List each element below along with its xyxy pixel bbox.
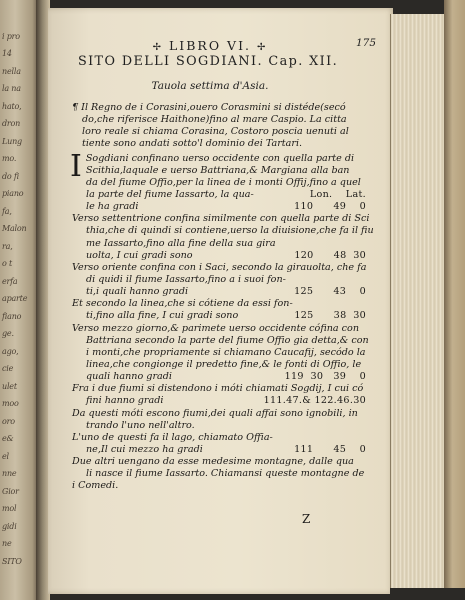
line-text: fini hanno gradi (86, 395, 164, 407)
text-line (72, 286, 368, 298)
signature-mark: Z (302, 512, 311, 526)
previous-page-text-fragment: o t (2, 259, 12, 268)
text-line (72, 456, 368, 468)
running-header (60, 38, 360, 53)
book-cover-edge (444, 0, 465, 600)
line-text: di quidi il fiume Iassarto,fino a i suoi fon- (86, 273, 286, 285)
line-text: me Iassarto,fino alla fine della sua gira (86, 237, 276, 249)
previous-page-text-fragment: fiano (2, 311, 22, 321)
line-text: da del fiume Offio,per la linea de i monti Offij,fino a quel (86, 176, 361, 188)
body-text (70, 102, 374, 493)
previous-page-text-fragment: Lung (2, 136, 22, 146)
previous-page-text-fragment: nne (2, 469, 17, 478)
paragraph-sogdiani (70, 148, 374, 493)
previous-page-text-fragment: mo. (2, 154, 17, 163)
coordinate-values: Lon. Lat. (309, 188, 366, 200)
text-line (72, 153, 368, 165)
line-text: thia,che di quindi si contiene,uerso la diuisione,che fa il fiu (86, 225, 374, 237)
text-line (72, 359, 368, 371)
line-text: trando l'uno nell'altro. (86, 419, 195, 431)
text-line (72, 274, 368, 286)
line-text: Battriana secondo la parte del fiume Offio gia detta,& con (86, 334, 369, 346)
text-line (72, 444, 368, 456)
text-line (72, 189, 368, 201)
background (390, 588, 465, 600)
previous-page-text-fragment: fa, (2, 206, 12, 216)
page-edges (390, 14, 449, 589)
previous-page-text-fragment: ge. (2, 329, 14, 338)
text-line (72, 480, 368, 492)
text-line (72, 225, 374, 237)
text-line (72, 262, 368, 274)
previous-page-text-fragment: SITO (2, 556, 22, 566)
previous-page-text-fragment: ago, (2, 346, 19, 356)
text-line: loro reale si chiama Corasina, Costoro poscia uenuti al (82, 126, 349, 138)
coordinate-values: 125 38 30 (294, 310, 366, 322)
previous-page-text-fragment: 14 (2, 49, 12, 58)
previous-page-text-fragment: do fi (2, 171, 20, 181)
line-text: le ha gradi (86, 201, 139, 213)
text-line: ¶ Il Regno de i Corasini,ouero Corasmini si distéde(secó (72, 102, 346, 113)
previous-page-text-fragment: cie (2, 364, 14, 373)
ornament-left-icon: ✢ (152, 42, 164, 53)
text-line (72, 165, 368, 177)
text-line (72, 323, 368, 335)
text-line (72, 408, 368, 420)
previous-page-text-fragment: Gior (2, 486, 19, 496)
previous-page-text-fragment: la na (2, 84, 21, 93)
previous-page-text-fragment: nella (2, 66, 21, 76)
text-line (72, 310, 368, 322)
text-line (72, 420, 368, 432)
text-line (72, 213, 368, 225)
previous-page-text-fragment: e& (2, 434, 14, 443)
text-line (72, 238, 368, 250)
line-text: Fra i due fiumi si distendono i móti chiamati Sogdij, I cui có (72, 383, 364, 395)
coordinate-values: 120 48 30 (294, 249, 366, 261)
line-text: Da questi móti escono fiumi,dei quali affai sono ignobili, in (72, 407, 358, 419)
line-text: Verso oriente confina con i Saci, secondo la girauolta, che fa (72, 261, 367, 273)
text-line: tiente sono andati sotto'l dominio dei Tartari. (82, 138, 303, 150)
text-line (72, 335, 368, 347)
drop-cap: I (70, 148, 82, 184)
coordinate-values: 111.47.& 122.46.30 (263, 395, 366, 407)
line-text: i Comedi. (72, 480, 119, 492)
line-text: ne,Il cui mezzo ha gradi (86, 443, 203, 455)
line-text: L'uno de questi fa il lago, chiamato Offia- (72, 431, 273, 443)
line-text: Scithia,laquale e uerso Battriana,& Margiana alla ban (86, 164, 350, 176)
text-line: do,che riferisce Haithone)fino al mare Caspio. La citta (82, 114, 347, 126)
previous-page-text-fragment: dron (2, 119, 21, 128)
line-text: Verso mezzo giorno,& parimete uerso occidente cófina con (72, 322, 359, 334)
previous-page-text-fragment: mol (2, 504, 17, 513)
text-line (72, 347, 368, 359)
previous-page-text-fragment: i pro (2, 31, 20, 41)
previous-page-text-fragment: ulet (2, 381, 17, 391)
coordinate-values: 110 49 0 (294, 201, 366, 213)
line-text: Due altri uengano da esse medesime montagne, dalle qua (72, 456, 354, 468)
line-text: i monti,che propriamente si chiamano Caucafij, secódo la (86, 346, 366, 358)
line-text: ti,i quali hanno gradi (86, 286, 189, 298)
text-line (72, 201, 368, 213)
book-title: LIBRO VI. (169, 38, 251, 53)
previous-page-text-fragment: erfa (2, 276, 18, 286)
text-line (72, 383, 368, 395)
text-line (72, 432, 368, 444)
ornament-right-icon: ✢ (256, 42, 268, 53)
line-text: uolta, I cui gradi sono (86, 249, 193, 261)
section-heading: Tauola settima d'Asia. (151, 80, 269, 92)
coordinate-values: 125 43 0 (294, 286, 366, 298)
line-text: Sogdiani confinano uerso occidente con quella parte di (85, 152, 355, 164)
chapter-title: SITO DELLI SOGDIANI. Cap. XII. (77, 54, 339, 69)
coordinate-values: 111 45 0 (294, 443, 366, 455)
text-line (72, 371, 368, 383)
previous-page-text-fragment: Malon (2, 224, 27, 233)
previous-page-edge (0, 0, 38, 600)
previous-page-text-fragment: aparte (2, 294, 28, 303)
line-text: li nasce il fiume Iassarto. Chiamansi queste montagne de (86, 468, 365, 480)
previous-page-text-fragment: ne (2, 539, 12, 548)
line-text: quali hanno gradi (86, 371, 172, 383)
previous-page-text-fragment: ra, (2, 241, 13, 251)
previous-page-text-fragment: piano (2, 189, 24, 198)
previous-page-text-fragment: el (2, 451, 9, 461)
coordinate-values: 119 30 39 0 (284, 371, 366, 383)
text-line (72, 298, 368, 310)
paragraph-corasini (72, 102, 368, 151)
previous-page-text-fragment: oro (2, 416, 15, 426)
folio-number: 175 (356, 37, 377, 49)
line-text: la parte del fiume Iassarto, la qua- (86, 188, 254, 200)
text-line (72, 177, 368, 189)
previous-page-text-fragment: gidi (2, 521, 17, 531)
line-text: Verso settentrione confina similmente con quella parte di Sci (72, 213, 370, 225)
text-line (72, 468, 368, 480)
text-line (72, 250, 368, 262)
previous-page-text-fragment: moo (2, 399, 19, 408)
line-text: linea,che congionge il predetto fine,& le fonti di Offio, le (86, 358, 362, 370)
line-text: Et secondo la linea,che si cótiene da essi fon- (72, 298, 293, 310)
text-line (72, 395, 368, 407)
previous-page-text-fragment: hato, (2, 101, 22, 111)
line-text: ti,fino alla fine, I cui gradi sono (86, 310, 239, 322)
